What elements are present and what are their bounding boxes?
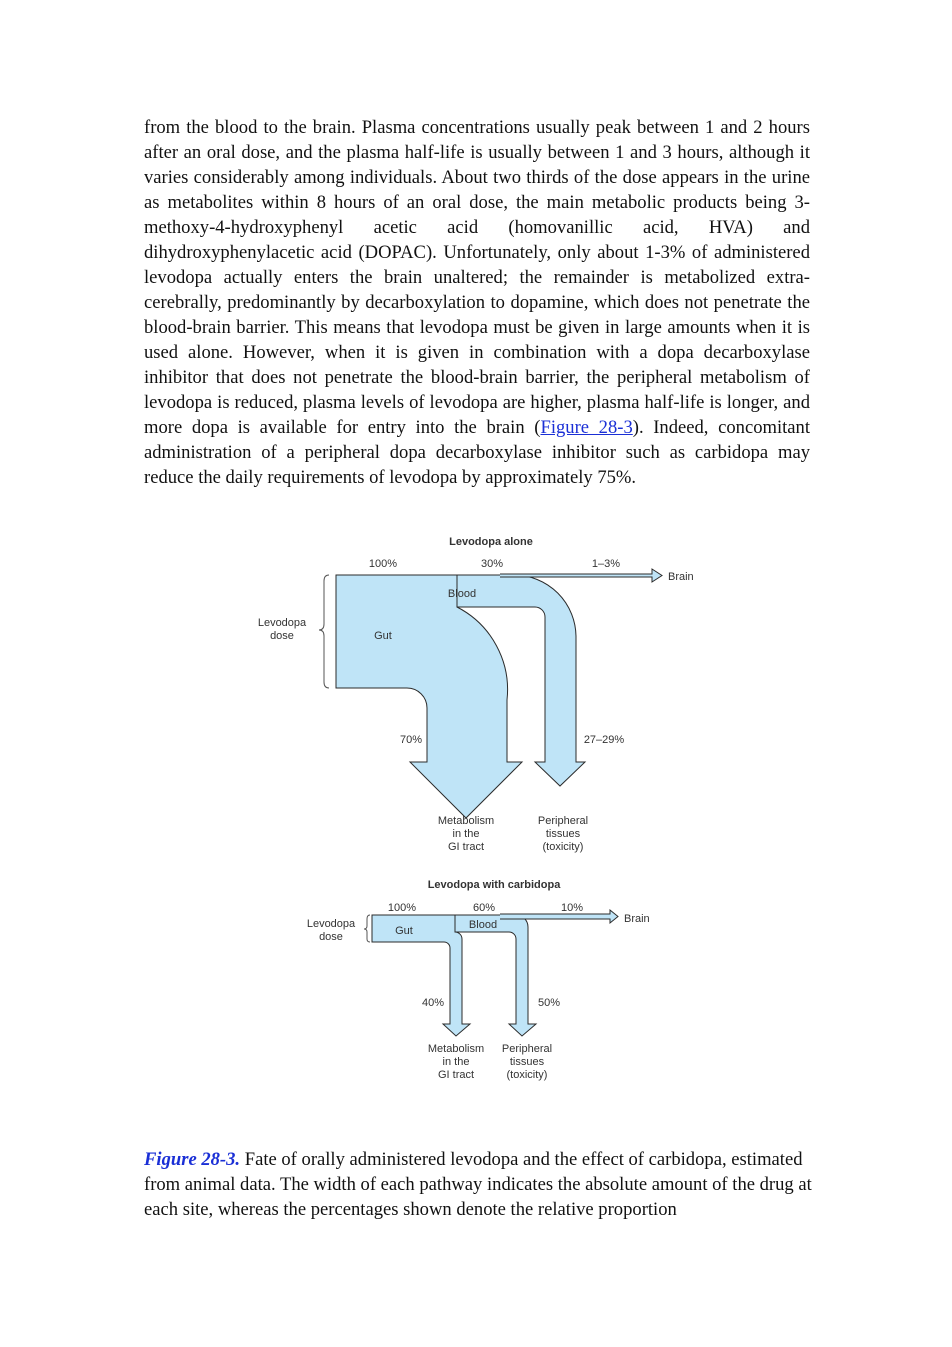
diagram2-pct-gi: 40% [421,997,445,1009]
diagram2-dose-brace [364,915,370,942]
diagram1-dose-line2: dose [270,630,294,642]
diagram2-per-line3: (toxicity) [506,1069,548,1081]
figure-link[interactable]: Figure 28-3 [540,417,633,438]
diagram1-pct-dose: 100% [368,558,398,570]
diagram2-blood-label: Blood [468,919,498,931]
diagram2-pct-dose: 100% [387,902,417,914]
diagram2-per-line2: tissues [509,1056,545,1068]
diagram1-per-line1: Peripheral [537,815,589,827]
diagram1-blood-label: Blood [447,588,477,600]
diagram2-title: Levodopa with carbidopa [427,879,561,891]
diagram2-peripheral-flow [455,915,536,1036]
diagram1-per-line3: (toxicity) [542,841,584,853]
diagram-levodopa-carbidopa [307,879,650,1081]
diagram1-pct-peripheral: 27–29% [583,734,625,746]
diagram1-pct-blood: 30% [480,558,504,570]
diagram2-brain-label: Brain [624,913,650,925]
diagram1-gut-label: Gut [374,630,392,642]
body-text-part1: from the blood to the brain. Plasma concentrations usually peak between 1 and 2 hours after an oral dose, and the plasma half-life is usually between 1 and 3 hours, although it varies considerably among individuals. About two thirds of the dose appears in the urine as metabolites within 8 hours of an oral dose, the main metabolic products being 3-methoxy-4-hydroxyphenyl acetic acid (homovanillic acid, HVA) and dihydroxyphenylacetic acid (DOPAC). Unfortunately, only about 1-3% of administered levodopa actually enters the brain unaltered; the remainder is metabolized extra-cerebrally, predominantly by decarboxylation to dopamine, which does not penetrate the blood-brain barrier. This means that levodopa must be given in large amounts when it is used alone. However, when it is given in combination with a dopa decarboxylase inhibitor that does not penetrate the blood-brain barrier, the peripheral metabolism of levodopa is reduced, plasma levels of levodopa are higher, plasma half-life is longer, and more dopa is available for entry into the brain ( [144,117,810,438]
diagram2-pct-blood: 60% [472,902,496,914]
body-text-part2: ). Indeed, concomitant administration of a peripheral dopa decarboxylase inhibitor such as carbidopa may reduce the daily requirements of levodopa by approximately 75%. [144,417,810,488]
diagram1-gi-line2: in the [452,828,480,840]
diagram2-gi-line3: GI tract [437,1069,475,1081]
diagram2-gi-flow [372,915,478,1036]
diagram1-title: Levodopa alone [449,536,533,548]
diagram2-dose-line2: dose [319,931,343,943]
diagram1-dose-brace [319,575,329,688]
figure-caption-label: Figure 28-3. [144,1149,241,1170]
diagram1-gi-line1: Metabolism [437,815,495,827]
diagram2-dose-line1: Levodopa [306,918,356,930]
diagram2-per-line1: Peripheral [501,1043,553,1055]
diagram2-gut-label: Gut [395,925,413,937]
diagram1-pct-brain: 1–3% [591,558,621,570]
diagram2-gi-line1: Metabolism [427,1043,485,1055]
diagram1-gi-line3: GI tract [447,841,485,853]
diagram2-pct-brain: 10% [560,902,584,914]
diagram1-brain-label: Brain [668,571,694,583]
figure-caption-text: Fate of orally administered levodopa and the effect of carbidopa, estimated from animal data. The width of each pathway indicates the absolute amount of the drug at each site, whereas the percentages shown denote the relative proportion [144,1149,812,1220]
diagram1-pct-gi: 70% [399,734,423,746]
diagram2-gi-line2: in the [442,1056,470,1068]
diagram-levodopa-alone [258,536,694,853]
diagram2-pct-peripheral: 50% [537,997,561,1009]
diagram1-per-line2: tissues [545,828,581,840]
figure-caption [144,1147,824,1222]
diagram1-gi-flow [336,575,522,818]
diagram1-dose-line1: Levodopa [257,617,307,629]
